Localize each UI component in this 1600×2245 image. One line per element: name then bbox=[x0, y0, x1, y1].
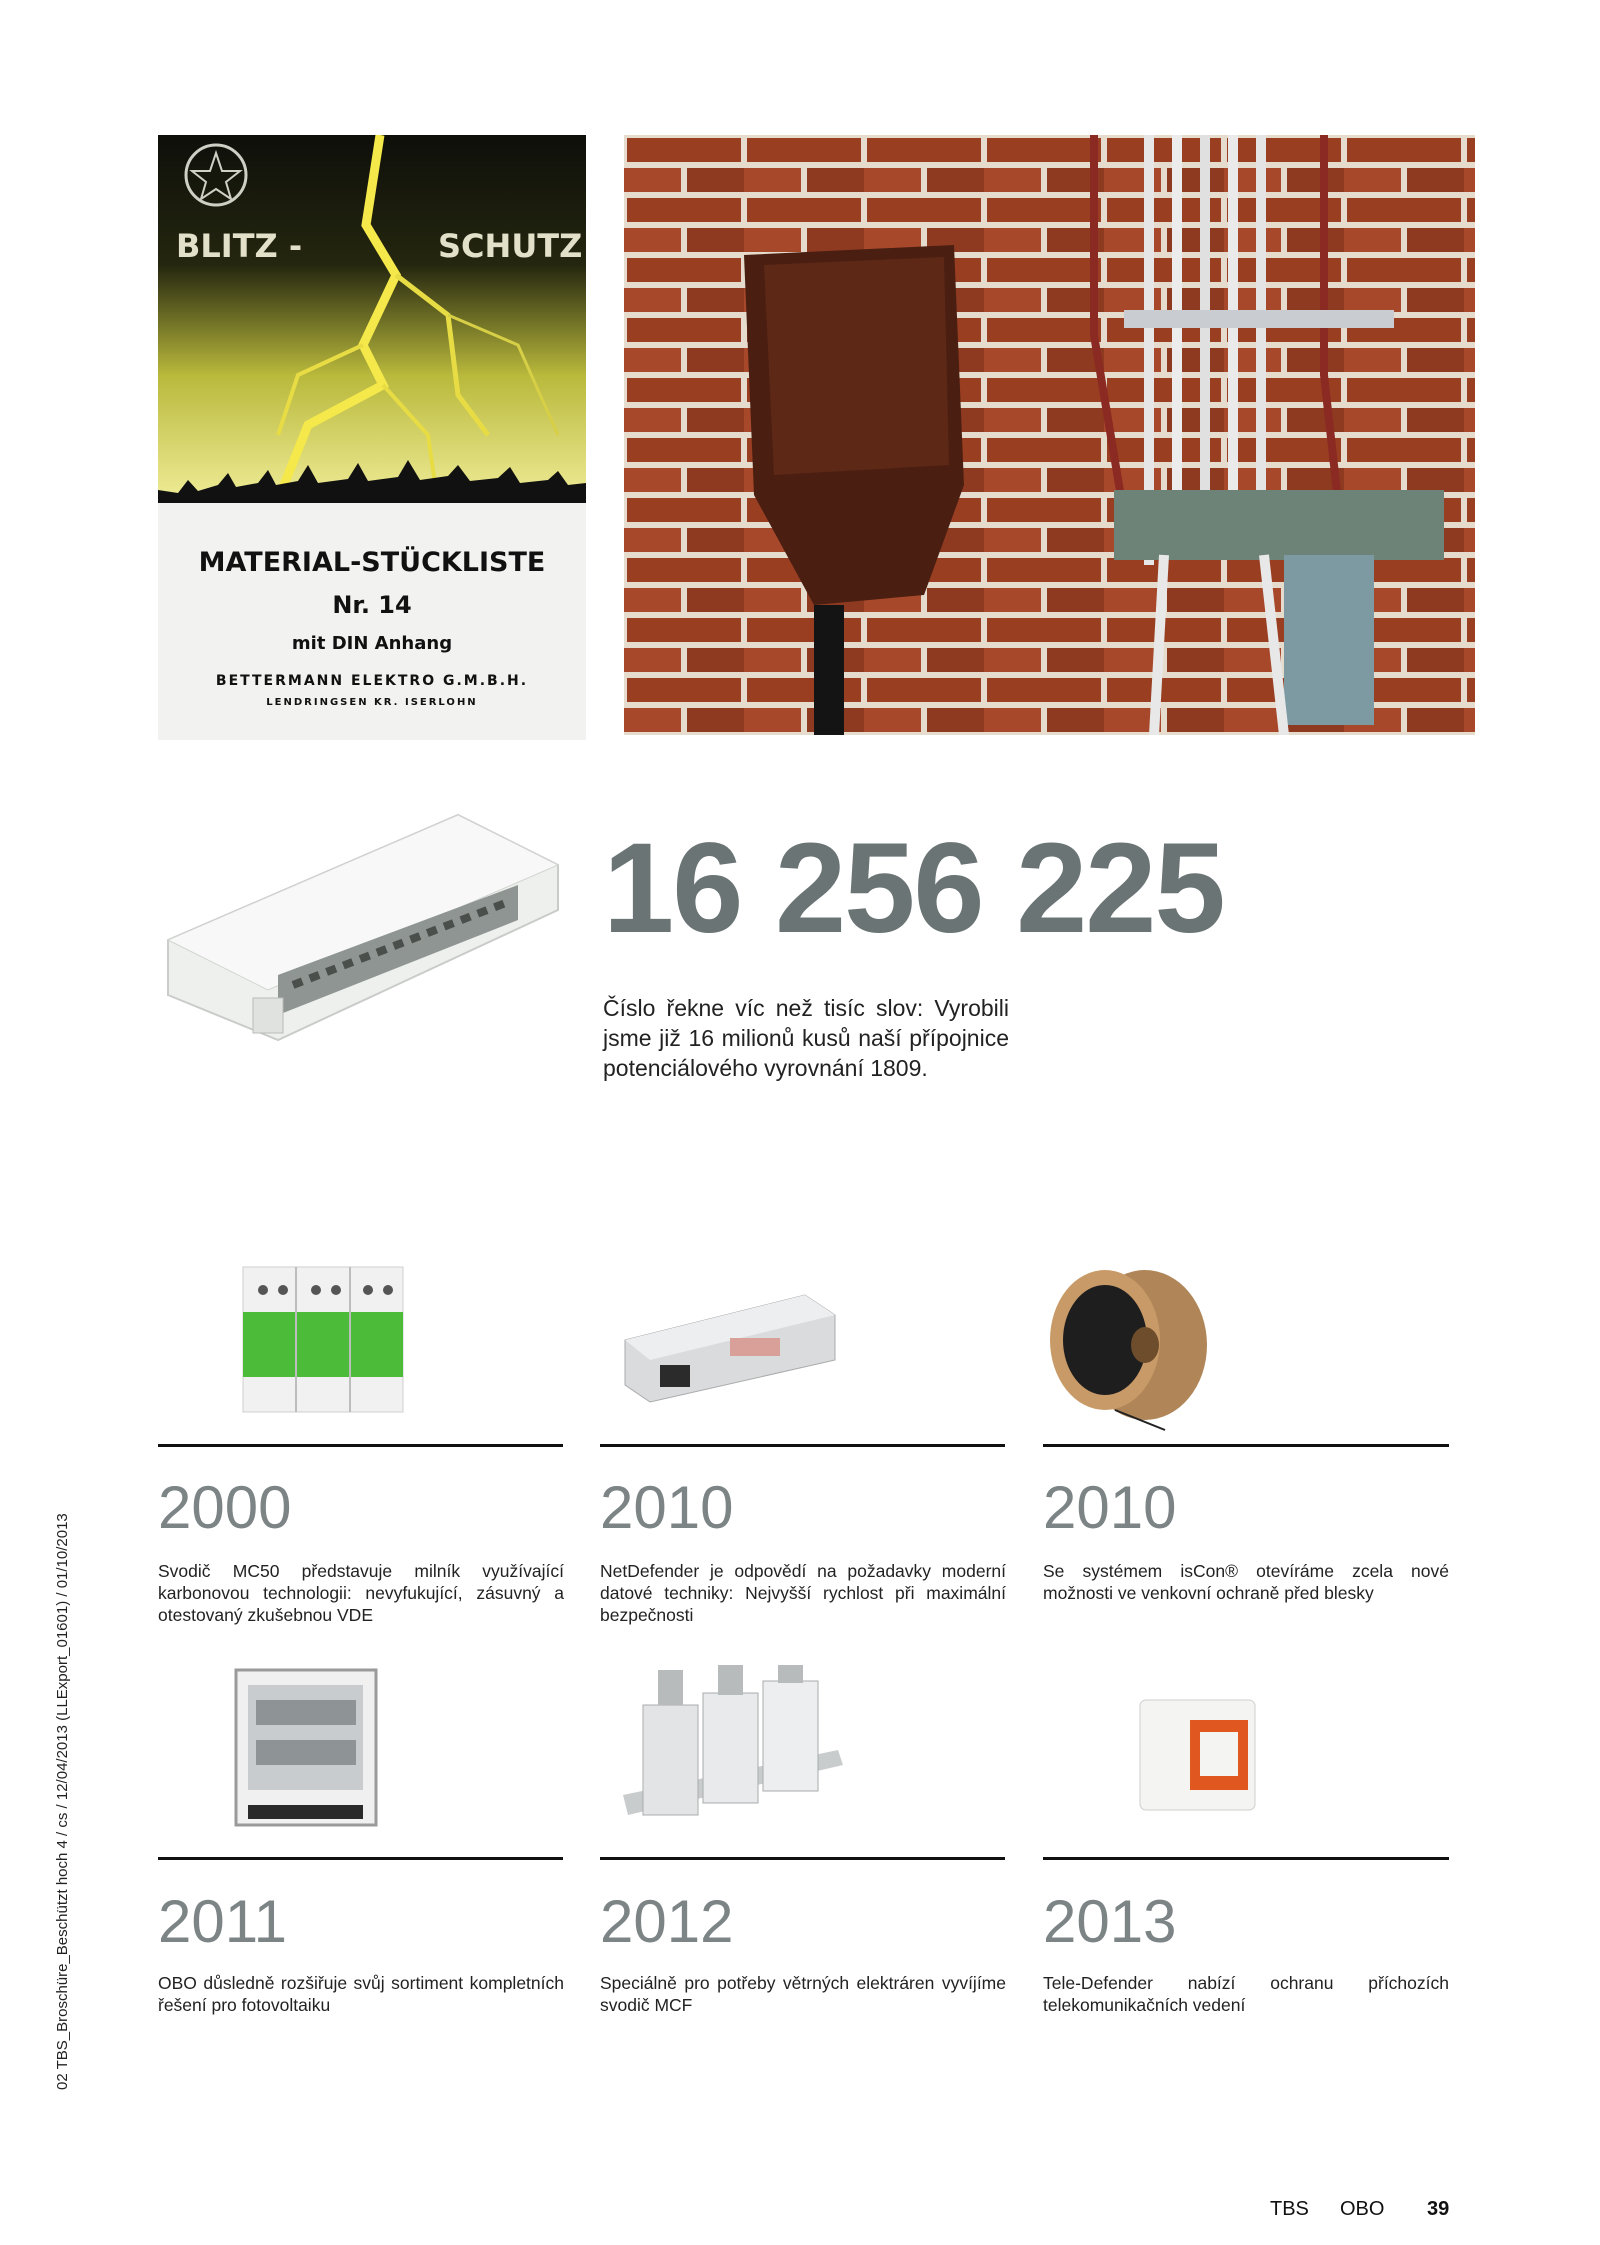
timeline-rule-6 bbox=[1043, 1857, 1449, 1860]
poster-title-left: BLITZ - bbox=[176, 227, 303, 265]
poster-line-5: LENDRINGSEN KR. ISERLOHN bbox=[266, 697, 478, 708]
brick-wall-photo bbox=[624, 135, 1475, 735]
sidebar-metadata: 02 TBS_Broschüre_Beschützt hoch 4 / cs / 12/04/2013 (LLExport_01601) / 01/10/2013 bbox=[54, 1513, 71, 2090]
timeline-text-2012: Speciálně pro potřeby větrných elektráren vyvíjíme svodič MCF bbox=[600, 1973, 1006, 2015]
page-number: 39 bbox=[1427, 2198, 1450, 2220]
poster-line-3: mit DIN Anhang bbox=[291, 633, 453, 654]
timeline-year-2010-iscon: 2010 bbox=[1043, 1474, 1177, 1541]
poster-title-right: SCHUTZ bbox=[438, 227, 583, 265]
timeline-rule-2 bbox=[600, 1444, 1005, 1447]
timeline-text-2010-iscon: Se systémem isCon® otevíráme zcela nové možnosti ve venkovní ochraně před blesky bbox=[1043, 1561, 1449, 1603]
footer-tbs: TBS bbox=[1270, 2198, 1309, 2220]
busbar-product-image bbox=[158, 810, 568, 1060]
timeline-rule-5 bbox=[600, 1857, 1005, 1860]
timeline-year-2011: 2011 bbox=[158, 1888, 288, 1955]
poster-image bbox=[158, 135, 586, 740]
poster-line-1: MATERIAL-STÜCKLISTE bbox=[198, 547, 546, 578]
timeline-rule-1 bbox=[158, 1444, 563, 1447]
poster-line-4: BETTERMANN ELEKTRO G.M.B.H. bbox=[215, 673, 529, 689]
timeline-text-2000: Svodič MC50 představuje milník využívající karbonovou technologii: nevyfukující, zásuvný a otestovaný zkušebnou VDE bbox=[158, 1561, 564, 1625]
brick-wall-graphic bbox=[624, 135, 1475, 735]
timeline-year-2010-netdefender: 2010 bbox=[600, 1474, 734, 1541]
footer-obo: OBO bbox=[1340, 2198, 1385, 2220]
timeline-rule-3 bbox=[1043, 1444, 1449, 1447]
netdefender-image bbox=[620, 1290, 840, 1405]
iscon-cable-reel-image bbox=[1045, 1260, 1215, 1435]
timeline-text-2013: Tele-Defender nabízí ochranu příchozích telekomunikačních vedení bbox=[1043, 1973, 1449, 2015]
tele-defender-image bbox=[1135, 1695, 1260, 1815]
headline-number: 16 256 225 bbox=[603, 817, 1224, 960]
timeline-text-2011: OBO důsledně rozšiřuje svůj sortiment kompletních řešení pro fotovoltaiku bbox=[158, 1973, 564, 2015]
timeline-rule-4 bbox=[158, 1857, 563, 1860]
headline-text: Číslo řekne víc než tisíc slov: Vyrobili jsme již 16 milionů kusů naší přípojnice potenciálového vyrovnání 1809. bbox=[603, 995, 1009, 1081]
timeline-text-2010-netdefender: NetDefender je odpovědí na požadavky moderní datové techniky: Nejvyšší rychlost při maximální bezpečnosti bbox=[600, 1561, 1006, 1625]
mcf-arrester-image bbox=[618, 1665, 848, 1835]
timeline-year-2013: 2013 bbox=[1043, 1888, 1177, 1955]
photovoltaic-box-image bbox=[228, 1665, 383, 1835]
mc50-surge-arrester-image bbox=[238, 1262, 408, 1417]
timeline-year-2012: 2012 bbox=[600, 1888, 734, 1955]
poster-line-2: Nr. 14 bbox=[332, 591, 412, 619]
timeline-year-2000: 2000 bbox=[158, 1474, 292, 1541]
